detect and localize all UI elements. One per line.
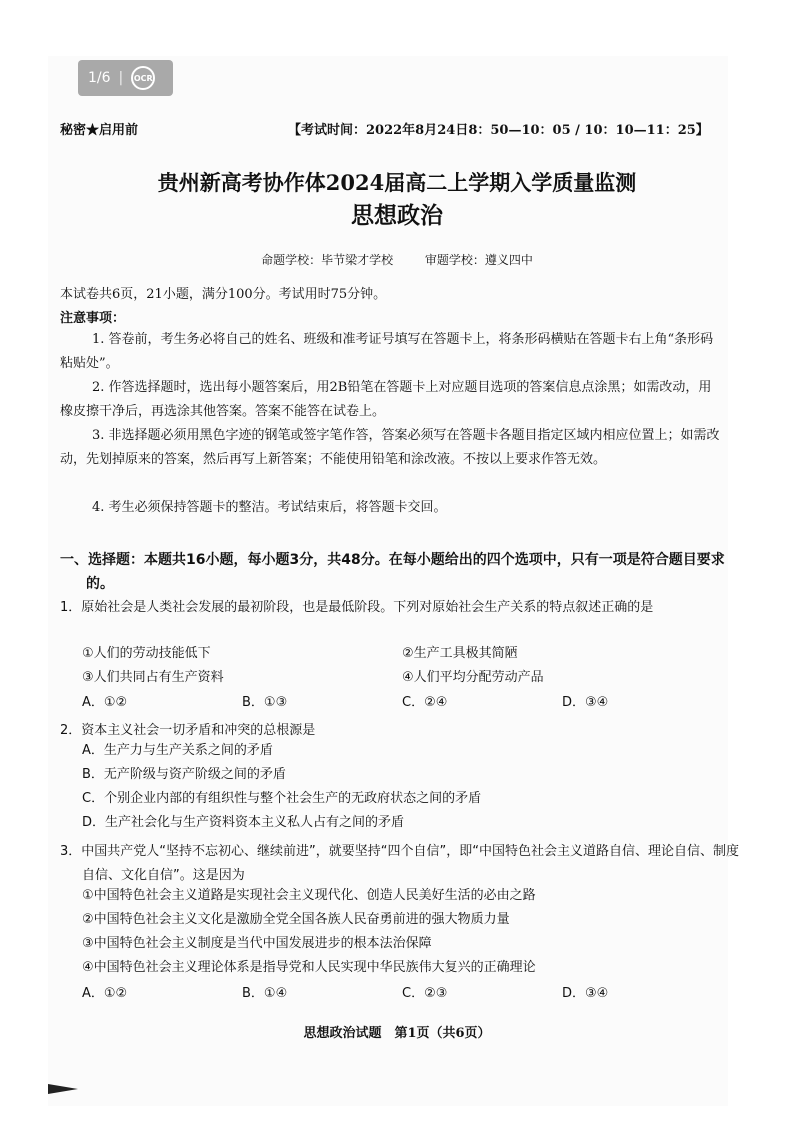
option-a: A．①② xyxy=(82,695,128,710)
question-3-stem: 3．中国共产党人“坚持不忘初心、继续前进”，就要坚持“四个自信”，即“中国特色社会主义道路自信、理论自信、制度自信、文化自信”。这是因为 xyxy=(60,844,739,883)
subject-title: 思想政治 xyxy=(351,202,443,229)
notice-item: 1. 答卷前，考生务必将自己的姓名、班级和准考证号填写在答题卡上，将条形码横贴在答题卡右上角“条形码粘贴处”。 xyxy=(60,332,714,371)
question-1-statements-row xyxy=(82,670,722,686)
option-a: A．①② xyxy=(82,986,128,1001)
section-heading: 一、选择题：本题共16小题，每小题3分，共48分。在每小题给出的四个选项中，只有一项是符合题目要求的。 xyxy=(60,552,725,592)
question-1-options xyxy=(82,695,722,711)
exam-intro: 本试卷共6页，21小题，满分100分。考试用时75分钟。 xyxy=(60,287,387,302)
option-c: C．个别企业内部的有组织性与整个社会生产的无政府状态之间的矛盾 xyxy=(82,791,482,806)
statement: ②中国特色社会主义文化是激励全党全国各族人民奋勇前进的强大物质力量 xyxy=(82,912,510,927)
question-1-stem: 1．原始社会是人类社会发展的最初阶段，也是最低阶段。下列对原始社会生产关系的特点叙述正确的是 xyxy=(60,600,654,615)
statement: ①人们的劳动技能低下 xyxy=(82,646,211,661)
statement: ④人们平均分配劳动产品 xyxy=(402,670,544,685)
question-3-options xyxy=(82,986,722,1002)
page-indicator: 1/6 xyxy=(88,70,111,86)
option-b: B．无产阶级与资产阶级之间的矛盾 xyxy=(82,767,286,782)
notice-heading: 注意事项： xyxy=(60,311,126,326)
option-c: C．②④ xyxy=(402,695,448,710)
option-b: B．①③ xyxy=(242,695,288,710)
exam-title: 贵州新高考协作体2024届高二上学期入学质量监测 xyxy=(157,170,637,195)
option-c: C．②③ xyxy=(402,986,448,1001)
page-footer: 思想政治试题 第1页（共6页） xyxy=(303,1026,491,1041)
page-indicator-badge[interactable] xyxy=(78,60,173,96)
setter-school: 命题学校：毕节梁才学校 xyxy=(261,253,394,267)
option-b: B．①④ xyxy=(242,986,288,1001)
schools-line xyxy=(0,252,794,268)
exam-time: 【考试时间：2022年8月24日8：50—10：05 / 10：10—11：25】 xyxy=(288,123,709,138)
scan-corner-mark xyxy=(48,1084,78,1094)
notice-item: 4. 考生必须保持答题卡的整洁。考试结束后，将答题卡交回。 xyxy=(92,500,447,515)
statement: ③人们共同占有生产资料 xyxy=(82,670,224,685)
separator: | xyxy=(118,70,124,86)
option-d: D．③④ xyxy=(562,986,609,1001)
option-d: D．③④ xyxy=(562,695,609,710)
secret-label: 秘密★启用前 xyxy=(60,123,139,138)
reviewer-school: 审题学校：遵义四中 xyxy=(424,253,533,267)
notice-item: 2. 作答选择题时，选出每小题答案后，用2B铅笔在答题卡上对应题目选项的答案信息点涂黑；如需改动，用橡皮擦干净后，再选涂其他答案。答案不能答在试卷上。 xyxy=(60,380,712,419)
option-d: D．生产社会化与生产资料资本主义私人占有之间的矛盾 xyxy=(82,815,405,830)
question-1-statements-row xyxy=(82,646,722,662)
statement: ①中国特色社会主义道路是实现社会主义现代化、创造人民美好生活的必由之路 xyxy=(82,888,536,903)
ocr-icon[interactable]: OCR xyxy=(131,66,155,90)
statement: ③中国特色社会主义制度是当代中国发展进步的根本法治保障 xyxy=(82,936,432,951)
option-a: A．生产力与生产关系之间的矛盾 xyxy=(82,743,273,758)
question-2-stem: 2．资本主义社会一切矛盾和冲突的总根源是 xyxy=(60,723,316,738)
statement: ④中国特色社会主义理论体系是指导党和人民实现中华民族伟大复兴的正确理论 xyxy=(82,960,536,975)
notice-item: 3. 非选择题必须用黑色字迹的钢笔或签字笔作答，答案必须写在答题卡各题目指定区域内相应位置上；如需改动，先划掉原来的答案，然后再写上新答案；不能使用铅笔和涂改液。不按以上要求作答无效。 xyxy=(60,428,720,467)
statement: ②生产工具极其简陋 xyxy=(402,646,518,661)
